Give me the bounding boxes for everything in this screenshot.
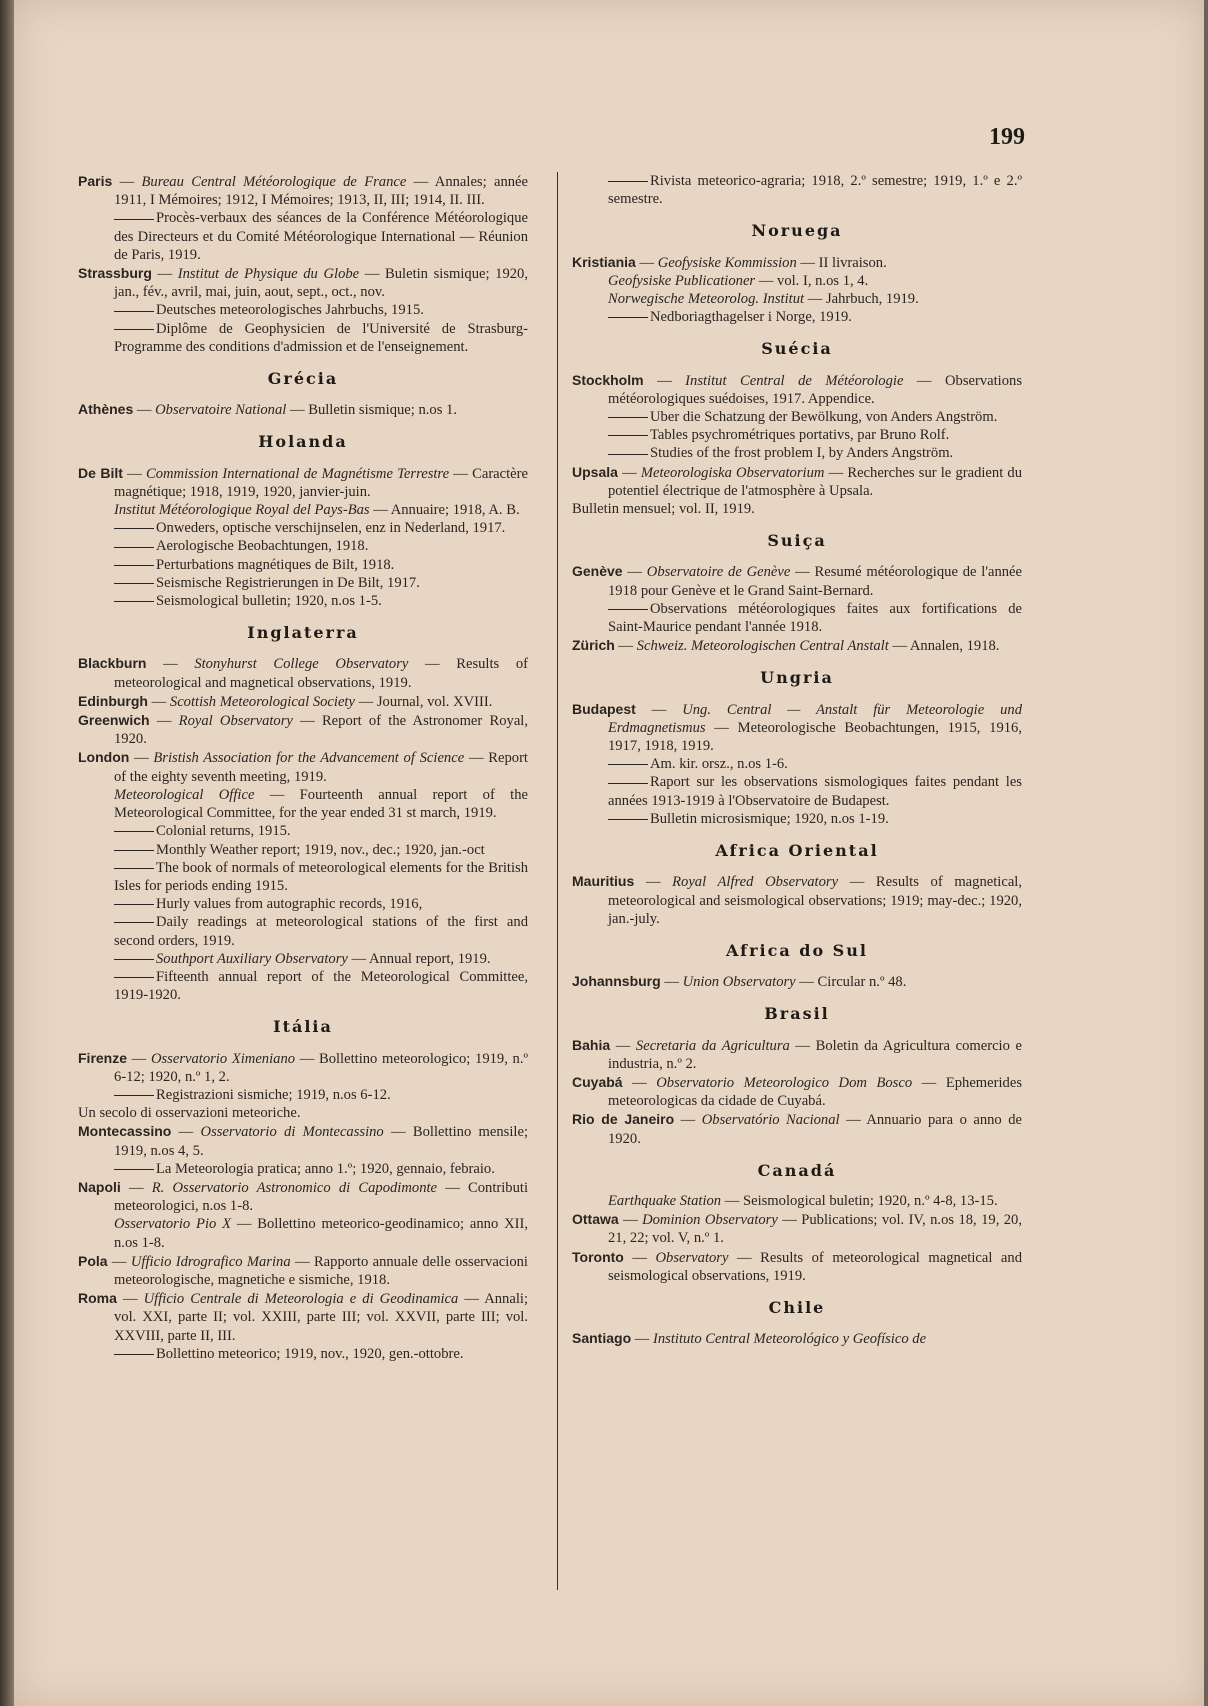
entry-text: — Buletin sismique; 1920, jan., fév., avril, mai, juin, aout, sept., oct., nov. <box>114 266 528 301</box>
bibliography-entry <box>78 1122 528 1159</box>
repeat-dash <box>114 1354 154 1355</box>
entry-text: — Report of the eighty seventh meeting, 1919. <box>114 750 528 785</box>
place-name: Upsala <box>572 463 618 480</box>
institution-name: Meteorologiska Observatorium <box>640 464 825 481</box>
entry-text: Am. kir. orsz., n.os 1-6. <box>650 756 788 773</box>
repeat-dash <box>114 922 154 923</box>
entry-text: — Annual report, 1919. <box>347 950 491 967</box>
section-heading: Inglaterra <box>247 623 359 643</box>
repeat-dash <box>114 868 154 869</box>
bibliography-entry <box>572 562 1022 599</box>
bibliography-entry <box>78 320 528 356</box>
institution-name: Bristish Association for the Advancement of Science <box>153 750 465 767</box>
right-column <box>572 172 1022 1348</box>
institution-name: Union Observatory <box>682 974 796 991</box>
bibliography-entry <box>572 1192 1022 1210</box>
separator: — <box>116 1291 144 1308</box>
entry-text: Procès-verbaux des séances de la Conférence Météorologique des Directeurs et du Comité Météorologique International — Réunion de Paris, 1919. <box>114 210 528 263</box>
bibliography-entry <box>78 1215 528 1251</box>
institution-name: Osservatorio Ximeniano <box>150 1050 296 1067</box>
separator: — <box>146 656 195 673</box>
bibliography-entry <box>572 290 1022 308</box>
place-name: Johannsburg <box>572 973 661 990</box>
bibliography-entry <box>572 172 1022 208</box>
bibliography-entry <box>572 371 1022 408</box>
separator: — <box>623 1249 656 1266</box>
section-heading: Suécia <box>761 339 833 359</box>
separator: — <box>635 701 683 718</box>
place-name: Rio de Janeiro <box>572 1111 675 1128</box>
section-heading: Brasil <box>764 1004 830 1024</box>
section-heading: Grécia <box>267 369 339 389</box>
entry-text: — Meteorologische Beobachtungen, 1915, 1916, 1917, 1918, 1919. <box>608 719 1022 755</box>
separator: — <box>617 464 641 481</box>
entry-text: — Boletin da Agricultura comercio e industria, n.º 2. <box>608 1037 1022 1072</box>
repeat-dash <box>608 764 648 765</box>
book-binding-edge <box>0 0 14 1706</box>
repeat-dash <box>114 329 154 330</box>
bibliography-entry <box>78 1160 528 1178</box>
bibliography-entry <box>572 872 1022 928</box>
institution-name: Royal Observatory <box>178 713 293 730</box>
repeat-dash <box>608 181 648 182</box>
bibliography-entry <box>78 895 528 913</box>
institution-name: Instituto Central Meteorológico y Geofísico de <box>653 1331 927 1348</box>
repeat-dash <box>608 435 648 436</box>
repeat-dash <box>114 601 154 602</box>
bibliography-entry <box>572 600 1022 636</box>
institution-name: Observatório Nacional <box>701 1112 840 1129</box>
bibliography-entry <box>78 400 528 419</box>
entry-text: Observations météorologiques faites aux fortifications de Saint-Maurice pendant l'année 1918. <box>608 600 1022 636</box>
entry-text: — Annalen, 1918. <box>888 638 1000 655</box>
repeat-dash <box>114 1095 154 1096</box>
bibliography-entry <box>572 773 1022 809</box>
bibliography-entry <box>78 913 528 949</box>
repeat-dash <box>114 311 154 312</box>
institution-name: Southport Auxiliary Observatory <box>156 950 348 967</box>
institution-name: Schweiz. Meteorologischen Central Anstalt <box>636 638 889 655</box>
entry-text: La Meteorologia pratica; anno 1.º; 1920, gennaio, febraio. <box>156 1160 495 1177</box>
bibliography-entry <box>78 1252 528 1289</box>
place-name: Strassburg <box>78 265 152 282</box>
bibliography-entry <box>78 1345 528 1363</box>
institution-name: Osservatorio di Montecassino <box>200 1124 384 1141</box>
bibliography-entry <box>572 463 1022 500</box>
entry-text: — Annales; année 1911, I Mémoires; 1912, I Mémoires; 1913, II, III; 1914, II. III. <box>114 174 529 209</box>
entry-text: Tables psychrométriques portativs, par Bruno Rolf. <box>650 427 950 444</box>
entry-text: — Annuario para o anno de 1920. <box>608 1112 1022 1147</box>
institution-name: Norwegische Meteorolog. Institut <box>608 291 805 308</box>
institution-name: Observatoire National <box>155 402 287 419</box>
bibliography-entry <box>78 692 528 711</box>
document-page <box>14 0 1204 1706</box>
bibliography-entry <box>78 172 528 209</box>
institution-name: Ung. Central — Anstalt für Meteorologie und Erdmagnetismus <box>608 701 1022 736</box>
bibliography-entry <box>78 748 528 785</box>
place-name: Santiago <box>572 1330 632 1347</box>
entry-text: Perturbations magnétiques de Bilt, 1918. <box>156 556 395 573</box>
institution-name: Bureau Central Météorologique de France <box>141 174 407 190</box>
repeat-dash <box>608 609 648 610</box>
entry-text: Bulletin microsismique; 1920, n.os 1-19. <box>650 810 889 827</box>
bibliography-entry <box>78 654 528 691</box>
section-heading: Itália <box>273 1017 333 1037</box>
entry-text: Onweders, optische verschijnselen, enz in Nederland, 1917. <box>156 520 506 537</box>
institution-name: Geofysiske Publicationer <box>608 272 756 289</box>
bibliography-entry <box>78 968 528 1004</box>
entry-text: — Results of meteorological magnetical and seismological observations, 1919. <box>608 1249 1022 1284</box>
separator: — <box>171 1124 201 1141</box>
institution-name: Institut Central de Météorologie <box>685 372 904 389</box>
entry-text: — Seismological buletin; 1920, n.º 4-8, 13-15. <box>721 1192 998 1209</box>
separator: — <box>120 1179 152 1196</box>
entry-text: Monthly Weather report; 1919, nov., dec.; 1920, jan.-oct <box>156 841 485 858</box>
place-name: Montecassino <box>78 1123 172 1140</box>
place-name: Kristiania <box>572 253 636 270</box>
repeat-dash <box>114 959 154 960</box>
entry-text: Uber die Schatzung der Bewölkung, von Anders Angström. <box>650 409 998 426</box>
bibliography-entry <box>572 1248 1022 1285</box>
entry-text: — Observations météorologiques suédoises, 1917. Appendice. <box>608 372 1023 407</box>
entry-text: Rivista meteorico-agraria; 1918, 2.º semestre; 1919, 1.º e 2.º semestre. <box>608 173 1022 208</box>
repeat-dash <box>114 547 154 548</box>
separator: — <box>614 638 637 655</box>
institution-name: Earthquake Station <box>608 1192 722 1209</box>
separator: — <box>129 750 154 767</box>
separator: — <box>127 1050 151 1067</box>
bibliography-entry <box>572 272 1022 290</box>
bibliography-entry <box>78 1104 528 1122</box>
institution-name: R. Osservatorio Astronomico di Capodimonte <box>151 1179 438 1196</box>
section-heading: Africa Oriental <box>715 841 879 861</box>
entry-text: The book of normals of meteorological elements for the British Isles for periods ending 1915. <box>114 859 528 894</box>
entry-text: — Contributi meteorologici, n.os 1-8. <box>114 1179 529 1215</box>
entry-text: — Report of the Astronomer Royal, 1920. <box>114 713 528 748</box>
institution-name: Ufficio Centrale di Meteorologia e di Geodinamica <box>143 1291 459 1308</box>
entry-text: Fifteenth annual report of the Meteorological Committee, 1919-1920. <box>114 968 528 1004</box>
bibliography-entry <box>78 1049 528 1086</box>
bibliography-entry <box>78 574 528 592</box>
repeat-dash <box>114 583 154 584</box>
bibliography-entry <box>78 537 528 555</box>
entry-text: Bulletin mensuel; vol. II, 1919. <box>572 501 755 518</box>
separator: — <box>133 402 156 419</box>
repeat-dash <box>114 904 154 905</box>
separator: — <box>643 372 686 389</box>
column-divider <box>557 172 558 1590</box>
institution-name: Ufficio Idrografico Marina <box>130 1253 291 1270</box>
entry-text: Daily readings at meteorological stations of the first and second orders, 1919. <box>114 914 528 949</box>
bibliography-entry <box>572 1036 1022 1073</box>
institution-name: Institut de Physique du Globe <box>177 266 360 283</box>
entry-text: — Publications; vol. IV, n.os 18, 19, 20, 21, 22; vol. V, n.º 1. <box>608 1212 1023 1247</box>
repeat-dash <box>608 417 648 418</box>
bibliography-entry <box>572 308 1022 326</box>
entry-text: — Journal, vol. XVIII. <box>354 693 493 710</box>
entry-text: — Bollettino mensile; 1919, n.os 4, 5. <box>114 1124 528 1159</box>
place-name: Athènes <box>78 401 134 418</box>
bibliography-entry <box>78 501 528 519</box>
entry-text: — Circular n.º 48. <box>795 974 907 991</box>
section-heading: Holanda <box>258 432 348 452</box>
entry-text: — Results of meteorological and magnetical observations, 1919. <box>114 656 528 691</box>
repeat-dash <box>608 819 648 820</box>
section-heading: Ungria <box>760 668 834 688</box>
section-heading: Chile <box>768 1297 826 1317</box>
bibliography-entry <box>572 1073 1022 1110</box>
place-name: Ottawa <box>572 1211 619 1228</box>
bibliography-entry <box>572 972 1022 991</box>
bibliography-entry <box>78 209 528 264</box>
place-name: Greenwich <box>78 712 150 729</box>
bibliography-entry <box>78 1178 528 1215</box>
section-heading: Africa do Sul <box>726 940 868 960</box>
institution-name: Secretaria da Agricultura <box>635 1037 790 1054</box>
place-name: Pola <box>78 1252 108 1269</box>
institution-name: Observatory <box>655 1249 729 1266</box>
entry-text: Nedboriagthagelser i Norge, 1919. <box>650 309 852 326</box>
place-name: Roma <box>78 1290 117 1307</box>
place-name: Napoli <box>78 1178 121 1195</box>
institution-name: Stonyhurst College Observatory <box>194 656 409 673</box>
separator: — <box>622 1074 657 1091</box>
institution-name: Observatoire de Genève <box>646 564 791 581</box>
entry-text: — Bollettino meteorologico; 1919, n.º 6-12; 1920, n.º 1, 2. <box>114 1050 528 1085</box>
bibliography-entry <box>572 426 1022 444</box>
entry-text: — Jahrbuch, 1919. <box>804 291 919 308</box>
institution-name: Meteorological Office <box>114 786 255 803</box>
entry-text: Registrazioni sismiche; 1919, n.os 6-12. <box>156 1086 391 1103</box>
place-name: Budapest <box>572 700 636 717</box>
bibliography-entry <box>78 711 528 748</box>
bibliography-entry <box>78 264 528 301</box>
place-name: Cuyabá <box>572 1073 623 1090</box>
separator: — <box>635 254 658 271</box>
entry-text: Un secolo di osservazioni meteoriche. <box>78 1105 301 1122</box>
bibliography-entry <box>572 1329 1022 1348</box>
bibliography-entry <box>78 786 528 822</box>
entry-text: Studies of the frost problem I, by Anders Angström. <box>650 445 954 462</box>
institution-name: Dominion Observatory <box>642 1212 778 1229</box>
separator: — <box>674 1112 702 1129</box>
institution-name: Observatorio Meteorologico Dom Bosco <box>656 1074 913 1091</box>
separator: — <box>107 1253 131 1270</box>
entry-text: Diplôme de Geophysicien de l'Université de Strasburg-Programme des conditions d'admission et de l'enseignement. <box>114 320 528 355</box>
page-number: 199 <box>989 124 1025 150</box>
place-name: Genève <box>572 563 623 580</box>
bibliography-entry <box>78 950 528 968</box>
bibliography-entry <box>572 444 1022 462</box>
place-name: Edinburgh <box>78 692 148 709</box>
repeat-dash <box>114 850 154 851</box>
entry-text: — Caractère magnétique; 1918, 1919, 1920, janvier-juin. <box>114 465 528 500</box>
institution-name: Scottish Meteorological Society <box>169 693 355 710</box>
bibliography-entry <box>78 841 528 859</box>
bibliography-entry <box>572 755 1022 773</box>
entry-text: Raport sur les observations sismologiques faites pendant les années 1913-1919 à l'Observatoire de Budapest. <box>608 774 1022 809</box>
repeat-dash <box>114 977 154 978</box>
place-name: Paris <box>78 173 113 189</box>
bibliography-entry <box>572 636 1022 655</box>
place-name: London <box>78 749 130 766</box>
entry-text: — Resumé météorologique de l'année 1918 pour Genève et le Grand Saint-Bernard. <box>608 564 1022 599</box>
entry-text: — Rapporto annuale delle osservacioni meteorologische, magnetiche e sismiche, 1918. <box>114 1253 528 1288</box>
section-heading: Canadá <box>757 1160 837 1180</box>
institution-name: Osservatorio Pio X <box>114 1216 232 1233</box>
place-name: Bahia <box>572 1036 611 1053</box>
institution-name: Geofysiske Kommission <box>657 254 797 271</box>
separator: — <box>149 713 179 730</box>
bibliography-entry <box>78 592 528 610</box>
bibliography-entry <box>572 700 1022 756</box>
entry-text: Seismische Registrierungen in De Bilt, 1917. <box>156 574 420 591</box>
place-name: Mauritius <box>572 873 635 890</box>
separator: — <box>151 266 178 283</box>
separator: — <box>148 693 170 710</box>
repeat-dash <box>114 528 154 529</box>
bibliography-entry <box>78 1289 528 1345</box>
entry-text: Colonial returns, 1915. <box>156 823 291 840</box>
place-name: Toronto <box>572 1248 624 1265</box>
bibliography-entry <box>572 1210 1022 1247</box>
entry-text: Deutsches meteorologisches Jahrbuchs, 1915. <box>156 302 424 319</box>
bibliography-entry <box>572 500 1022 518</box>
separator: — <box>610 1037 636 1054</box>
bibliography-entry <box>78 859 528 895</box>
repeat-dash <box>114 831 154 832</box>
entry-text: Aerologische Beobachtungen, 1918. <box>156 538 369 555</box>
institution-name: Royal Alfred Observatory <box>672 874 839 891</box>
section-heading: Suiça <box>767 531 827 551</box>
entry-text: Hurly values from autographic records, 1916, <box>156 896 423 913</box>
repeat-dash <box>114 219 154 220</box>
entry-text: — Annuaire; 1918, A. B. <box>369 502 520 519</box>
separator: — <box>631 1331 654 1348</box>
repeat-dash <box>114 565 154 566</box>
entry-text: — Recherches sur le gradient du potentiel électrique de l'atmosphère à Upsala. <box>608 464 1023 499</box>
entry-text: — Bollettino meteorico-geodinamico; anno XII, n.os 1-8. <box>114 1216 528 1251</box>
bibliography-entry <box>78 464 528 501</box>
section-heading: Noruega <box>751 221 843 241</box>
entry-text: — Ephemerides meteorologicas da cidade de Cuyabá. <box>608 1074 1022 1110</box>
bibliography-entry <box>572 408 1022 426</box>
separator: — <box>660 974 683 991</box>
left-column <box>78 172 528 1363</box>
place-name: Zürich <box>572 637 615 654</box>
place-name: Firenze <box>78 1049 128 1066</box>
entry-text: Bollettino meteorico; 1919, nov., 1920, gen.-ottobre. <box>156 1345 464 1362</box>
repeat-dash <box>608 454 648 455</box>
entry-text: — II livraison. <box>796 254 887 271</box>
entry-text: — Fourteenth annual report of the Meteorological Committee, for the year ended 31 st march, 1919. <box>114 786 528 822</box>
repeat-dash <box>608 783 648 784</box>
place-name: Stockholm <box>572 371 644 388</box>
place-name: Blackburn <box>78 655 147 672</box>
place-name: De Bilt <box>78 464 123 481</box>
repeat-dash <box>608 317 648 318</box>
separator: — <box>622 564 647 581</box>
bibliography-entry <box>572 253 1022 272</box>
bibliography-entry <box>78 301 528 319</box>
entry-text: — Annali; vol. XXI, parte II; vol. XXIII, parte III; vol. XXVII, parte III; vol. XXVIII, parte II, III. <box>114 1291 528 1344</box>
bibliography-entry <box>572 810 1022 828</box>
institution-name: Commission International de Magnétisme Terrestre <box>145 465 450 482</box>
entry-text: Seismological bulletin; 1920, n.os 1-5. <box>156 593 382 610</box>
bibliography-entry <box>78 556 528 574</box>
bibliography-entry <box>78 519 528 537</box>
bibliography-entry <box>78 822 528 840</box>
separator: — <box>122 465 146 482</box>
separator: — <box>618 1212 643 1229</box>
separator: — <box>634 874 673 891</box>
entry-text: — Results of magnetical, meteorological and seismological observations; 1919; may-dec.; 1920, jan.-july. <box>608 874 1023 927</box>
entry-text: — Bulletin sismique; n.os 1. <box>286 402 457 419</box>
entry-text: — vol. I, n.os 1, 4. <box>755 272 869 289</box>
bibliography-entry <box>572 1110 1022 1147</box>
bibliography-entry <box>78 1086 528 1104</box>
institution-name: Institut Météorologique Royal del Pays-Bas <box>114 502 370 519</box>
separator: — <box>112 174 142 190</box>
repeat-dash <box>114 1169 154 1170</box>
